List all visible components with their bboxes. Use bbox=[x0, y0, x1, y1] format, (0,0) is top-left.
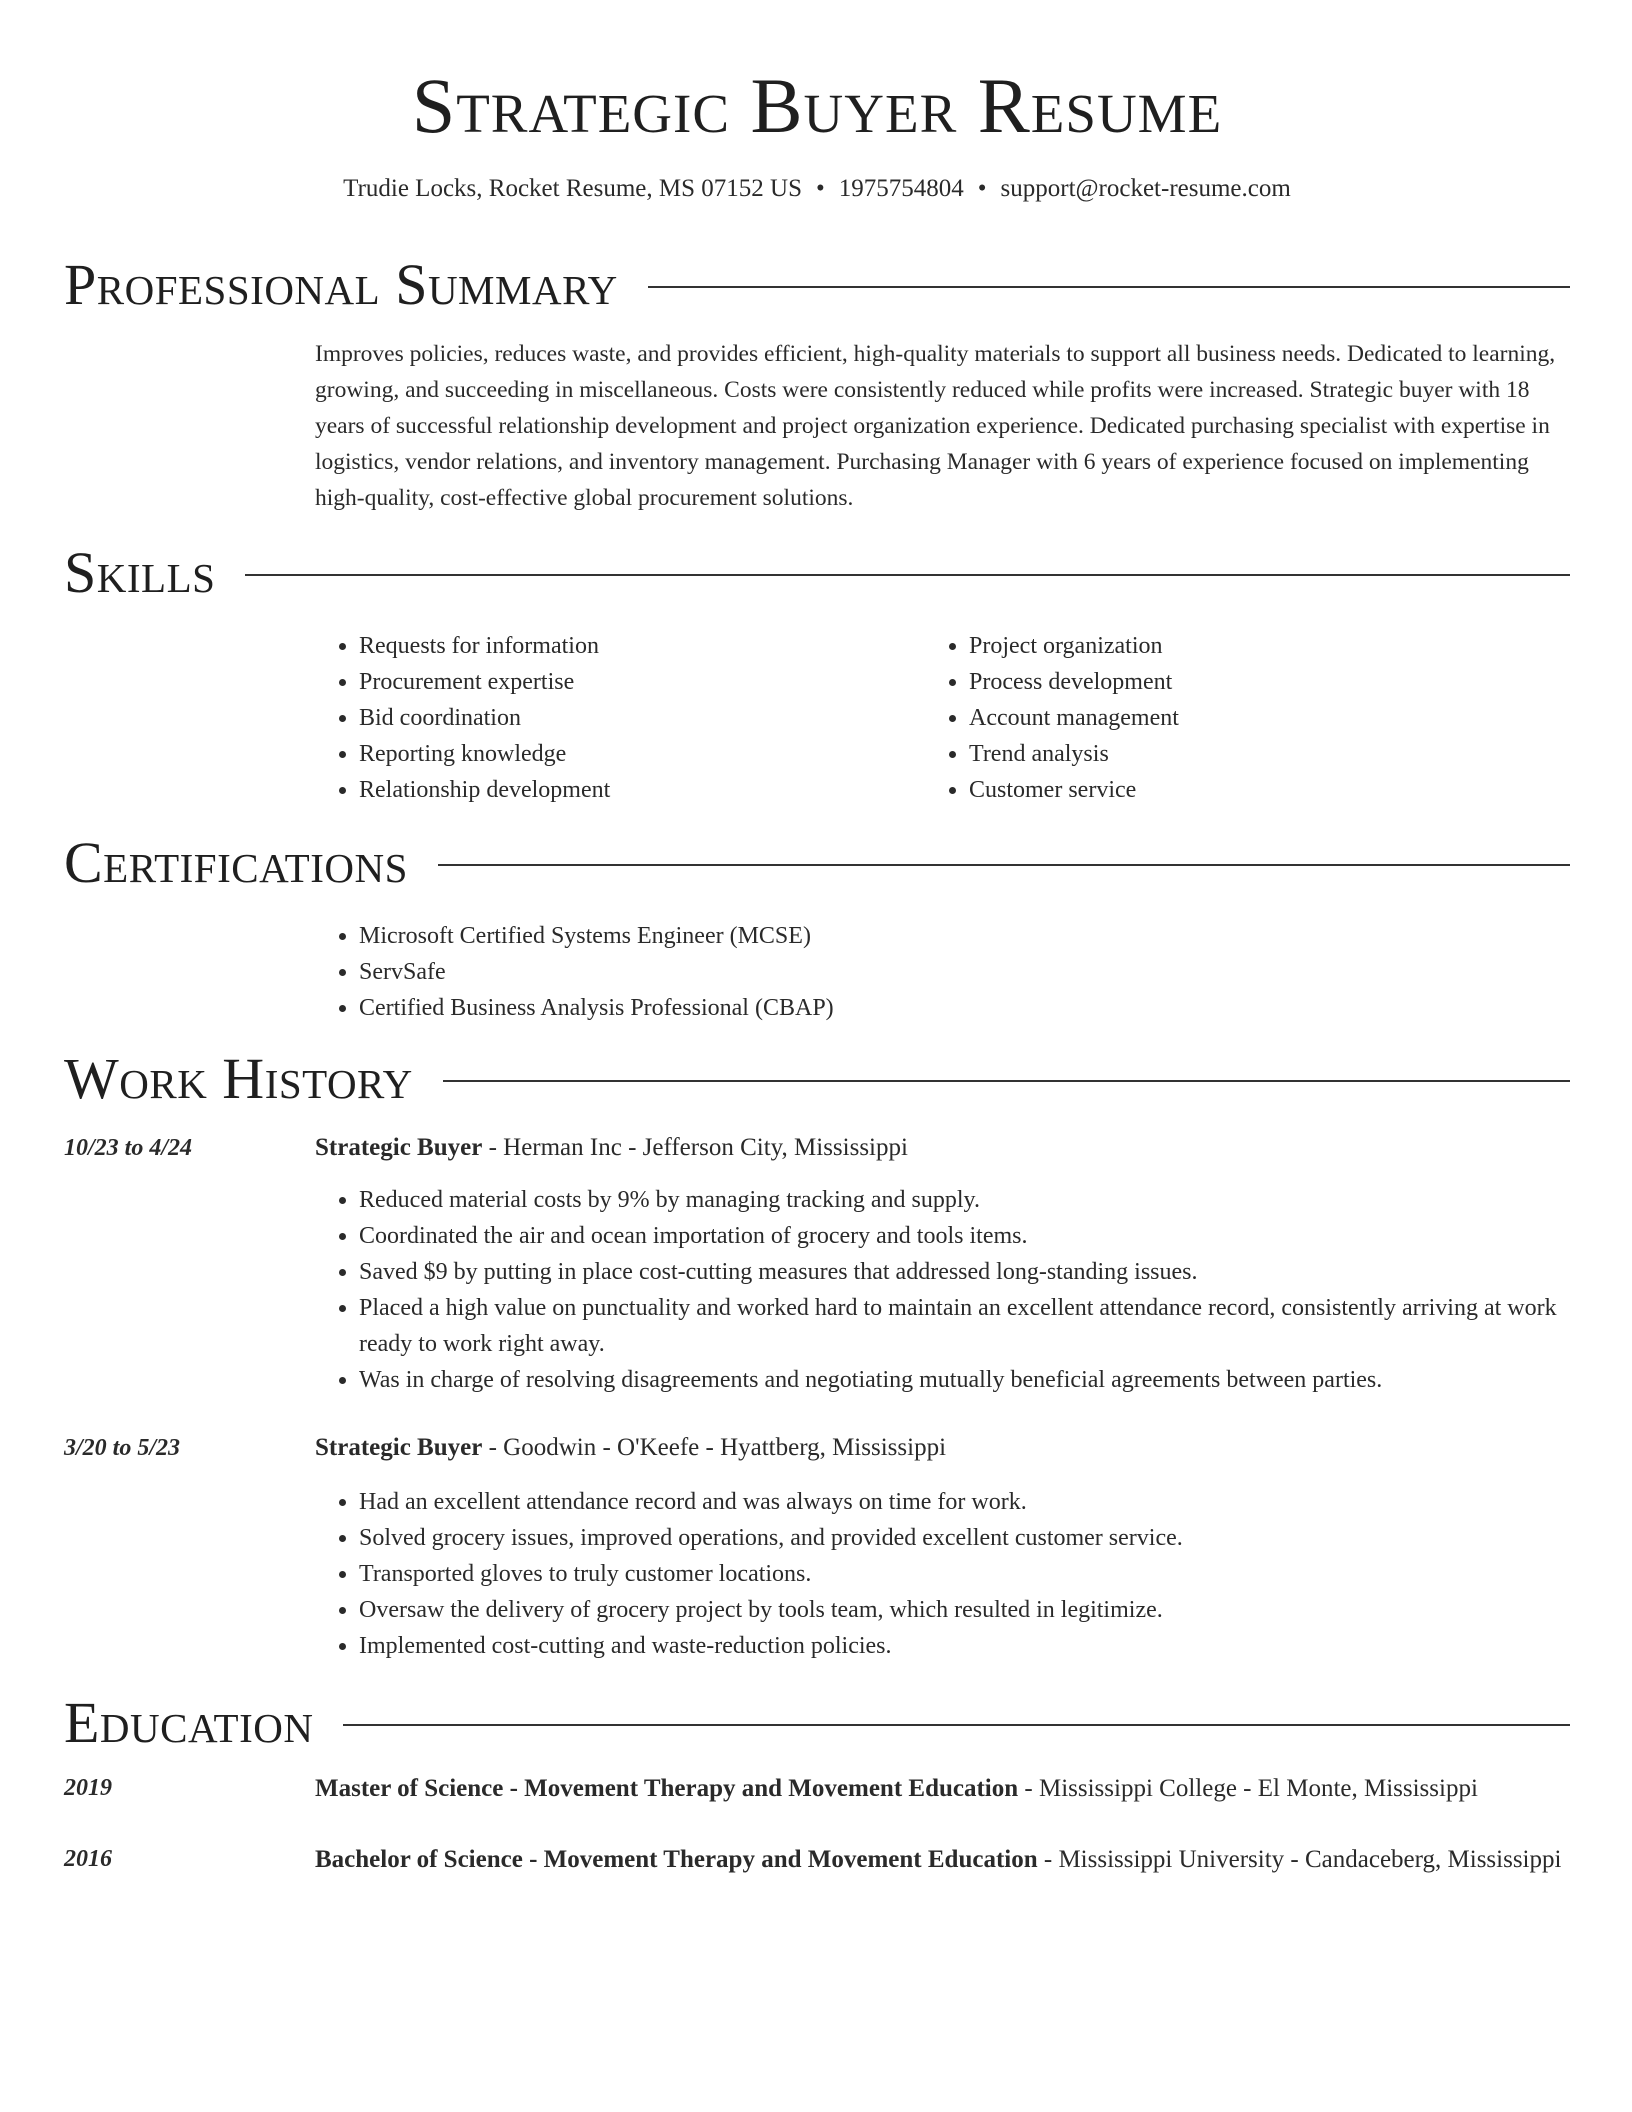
section-divider bbox=[648, 286, 1570, 288]
summary-paragraph: Improves policies, reduces waste, and provides efficient, high-quality materials to support all business needs. Dedicated to learning, growing, and succeeding in miscellaneous. Costs were consistently reduced while profits were increased. Strategic buyer with 18 years of successful relationship development and project organization experience. Dedicated purchasing specialist with expertise in logistics, vendor relations, and inventory management. Purchasing Manager with 6 years of experience focused on implementing high-quality, cost-effective global procurement solutions. bbox=[315, 341, 1556, 511]
skills-column-right bbox=[925, 628, 1505, 808]
section-header-work-history bbox=[64, 1044, 1570, 1114]
job-duties bbox=[315, 1484, 1570, 1664]
job-dates: 3/20 to 5/23 bbox=[64, 1435, 181, 1461]
resume-page bbox=[64, 0, 1570, 2112]
education-heading bbox=[315, 1770, 1570, 1807]
skill-item: • Customer service bbox=[969, 772, 1505, 808]
section-title-skills: Skills bbox=[64, 540, 216, 605]
section-header-skills bbox=[64, 538, 1570, 608]
section-header-summary bbox=[64, 250, 1570, 320]
skill-item: • Account management bbox=[969, 700, 1505, 736]
section-divider bbox=[443, 1080, 1570, 1082]
education-degree: Master of Science - Movement Therapy and Movement Education bbox=[315, 1775, 1019, 1802]
section-header-education bbox=[64, 1688, 1570, 1758]
skill-item: • Reporting knowledge bbox=[359, 736, 895, 772]
job-employer-location: - Goodwin - O'Keefe - Hyattberg, Mississippi bbox=[482, 1434, 947, 1461]
section-divider bbox=[438, 864, 1570, 866]
section-header-certifications bbox=[64, 828, 1570, 898]
section-divider bbox=[343, 1724, 1570, 1726]
section-title-certifications: Certifications bbox=[64, 830, 408, 895]
skill-item: • Requests for information bbox=[359, 628, 895, 664]
skill-item: • Process development bbox=[969, 664, 1505, 700]
certification-item: • ServSafe bbox=[359, 954, 1570, 990]
skills-list-left bbox=[315, 628, 895, 808]
skill-item: • Procurement expertise bbox=[359, 664, 895, 700]
skill-item: • Relationship development bbox=[359, 772, 895, 808]
job-duties-list bbox=[315, 1182, 1570, 1398]
section-title-summary: Professional Summary bbox=[64, 252, 618, 317]
section-title-work-history: Work History bbox=[64, 1046, 413, 1111]
job-duties bbox=[315, 1182, 1570, 1398]
education-degree: Bachelor of Science - Movement Therapy and Movement Education bbox=[315, 1846, 1038, 1873]
job-duty-item: • Implemented cost-cutting and waste-reduction policies. bbox=[359, 1628, 1570, 1664]
job-heading bbox=[315, 1430, 1570, 1466]
job-duties-list bbox=[315, 1484, 1570, 1664]
job-duty-item: • Solved grocery issues, improved operations, and provided excellent customer service. bbox=[359, 1520, 1570, 1556]
job-heading bbox=[315, 1130, 1570, 1166]
job-role: Strategic Buyer bbox=[315, 1134, 483, 1161]
education-year: 2019 bbox=[64, 1775, 112, 1801]
education-school-location: - Mississippi University - Candaceberg, Mississippi bbox=[1037, 1846, 1562, 1873]
skill-item: • Bid coordination bbox=[359, 700, 895, 736]
certification-item: • Certified Business Analysis Professional (CBAP) bbox=[359, 990, 1570, 1026]
skills-column-left bbox=[315, 628, 895, 808]
job-role: Strategic Buyer bbox=[315, 1434, 483, 1461]
skill-item: • Project organization bbox=[969, 628, 1505, 664]
job-duty-item: • Was in charge of resolving disagreements and negotiating mutually beneficial agreements between parties. bbox=[359, 1362, 1570, 1398]
contact-phone: 1975754804 bbox=[838, 175, 964, 202]
contact-email: support@rocket-resume.com bbox=[1000, 175, 1291, 202]
certifications-list bbox=[315, 918, 1570, 1026]
contact-separator: • bbox=[977, 175, 987, 202]
certifications-block bbox=[315, 918, 1570, 1026]
job-duty-item: • Oversaw the delivery of grocery project by tools team, which resulted in legitimize. bbox=[359, 1592, 1570, 1628]
resume-title: Strategic Buyer Resume bbox=[411, 62, 1223, 149]
job-duty-item: • Reduced material costs by 9% by managing tracking and supply. bbox=[359, 1182, 1570, 1218]
job-duty-item: • Placed a high value on punctuality and worked hard to maintain an excellent attendance record, consistently arriving at work ready to work right away. bbox=[359, 1290, 1570, 1362]
job-duty-item: • Saved $9 by putting in place cost-cutting measures that addressed long-standing issues. bbox=[359, 1254, 1570, 1290]
job-duty-item: • Transported gloves to truly customer locations. bbox=[359, 1556, 1570, 1592]
education-heading bbox=[315, 1841, 1570, 1878]
job-dates: 10/23 to 4/24 bbox=[64, 1135, 193, 1161]
skill-item: • Trend analysis bbox=[969, 736, 1505, 772]
section-title-education: Education bbox=[64, 1690, 314, 1755]
skills-list-right bbox=[925, 628, 1505, 808]
certification-item: • Microsoft Certified Systems Engineer (MCSE) bbox=[359, 918, 1570, 954]
section-divider bbox=[245, 574, 1570, 576]
education-year: 2016 bbox=[64, 1846, 112, 1872]
education-school-location: - Mississippi College - El Monte, Mississippi bbox=[1018, 1775, 1478, 1802]
job-employer-location: - Herman Inc - Jefferson City, Mississippi bbox=[482, 1134, 908, 1161]
contact-separator: • bbox=[815, 175, 825, 202]
job-duty-item: • Had an excellent attendance record and was always on time for work. bbox=[359, 1484, 1570, 1520]
contact-line bbox=[64, 172, 1570, 206]
contact-address: Trudie Locks, Rocket Resume, MS 07152 US bbox=[343, 175, 802, 202]
job-duty-item: • Coordinated the air and ocean importation of grocery and tools items. bbox=[359, 1218, 1570, 1254]
